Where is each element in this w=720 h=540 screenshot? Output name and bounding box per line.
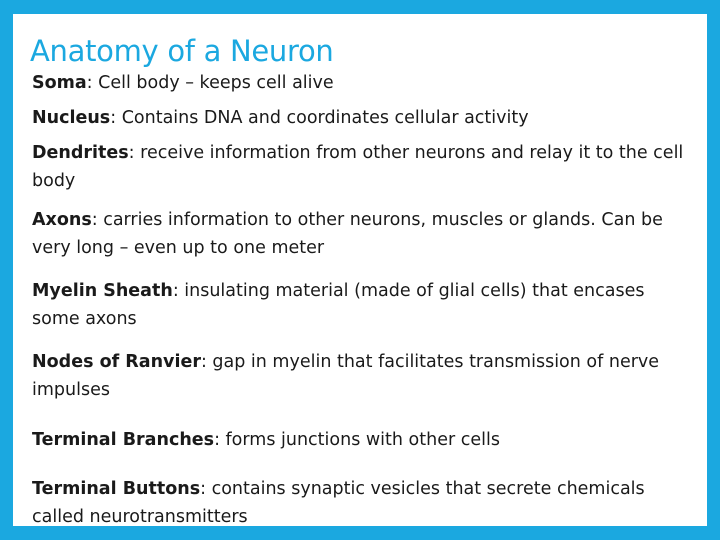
definition-text: : receive information from other neurons and relay it to the cell body xyxy=(32,143,684,191)
definition-nucleus xyxy=(32,104,692,132)
term-label: Nucleus xyxy=(32,108,111,128)
definition-text: : Cell body – keeps cell alive xyxy=(86,73,334,93)
definition-text: : gap in myelin that facilitates transmission of nerve impulses xyxy=(32,352,660,400)
slide xyxy=(13,14,707,526)
term-label: Terminal Buttons xyxy=(32,479,201,499)
term-label: Dendrites xyxy=(32,143,129,163)
term-label: Terminal Branches xyxy=(32,430,215,450)
slide-title: Anatomy of a Neuron xyxy=(30,34,334,68)
term-label: Soma xyxy=(32,73,87,93)
definition-soma xyxy=(32,69,692,97)
term-label: Myelin Sheath xyxy=(32,281,173,301)
definition-text: : Contains DNA and coordinates cellular activity xyxy=(110,108,529,128)
definition-nodes-of-ranvier xyxy=(32,348,692,404)
definition-dendrites xyxy=(32,139,692,195)
definition-text: : insulating material (made of glial cells) that encases some axons xyxy=(32,281,645,329)
term-label: Nodes of Ranvier xyxy=(32,352,201,372)
definition-text: : forms junctions with other cells xyxy=(214,430,500,450)
definition-text: : carries information to other neurons, muscles or glands. Can be very long – even up to one meter xyxy=(32,210,663,258)
term-label: Axons xyxy=(32,210,92,230)
definition-text: : contains synaptic vesicles that secrete chemicals called neurotransmitters xyxy=(32,479,645,527)
definition-myelin-sheath xyxy=(32,277,692,333)
definition-terminal-buttons xyxy=(32,475,692,531)
definition-axons xyxy=(32,206,692,262)
definition-terminal-branches xyxy=(32,426,692,454)
